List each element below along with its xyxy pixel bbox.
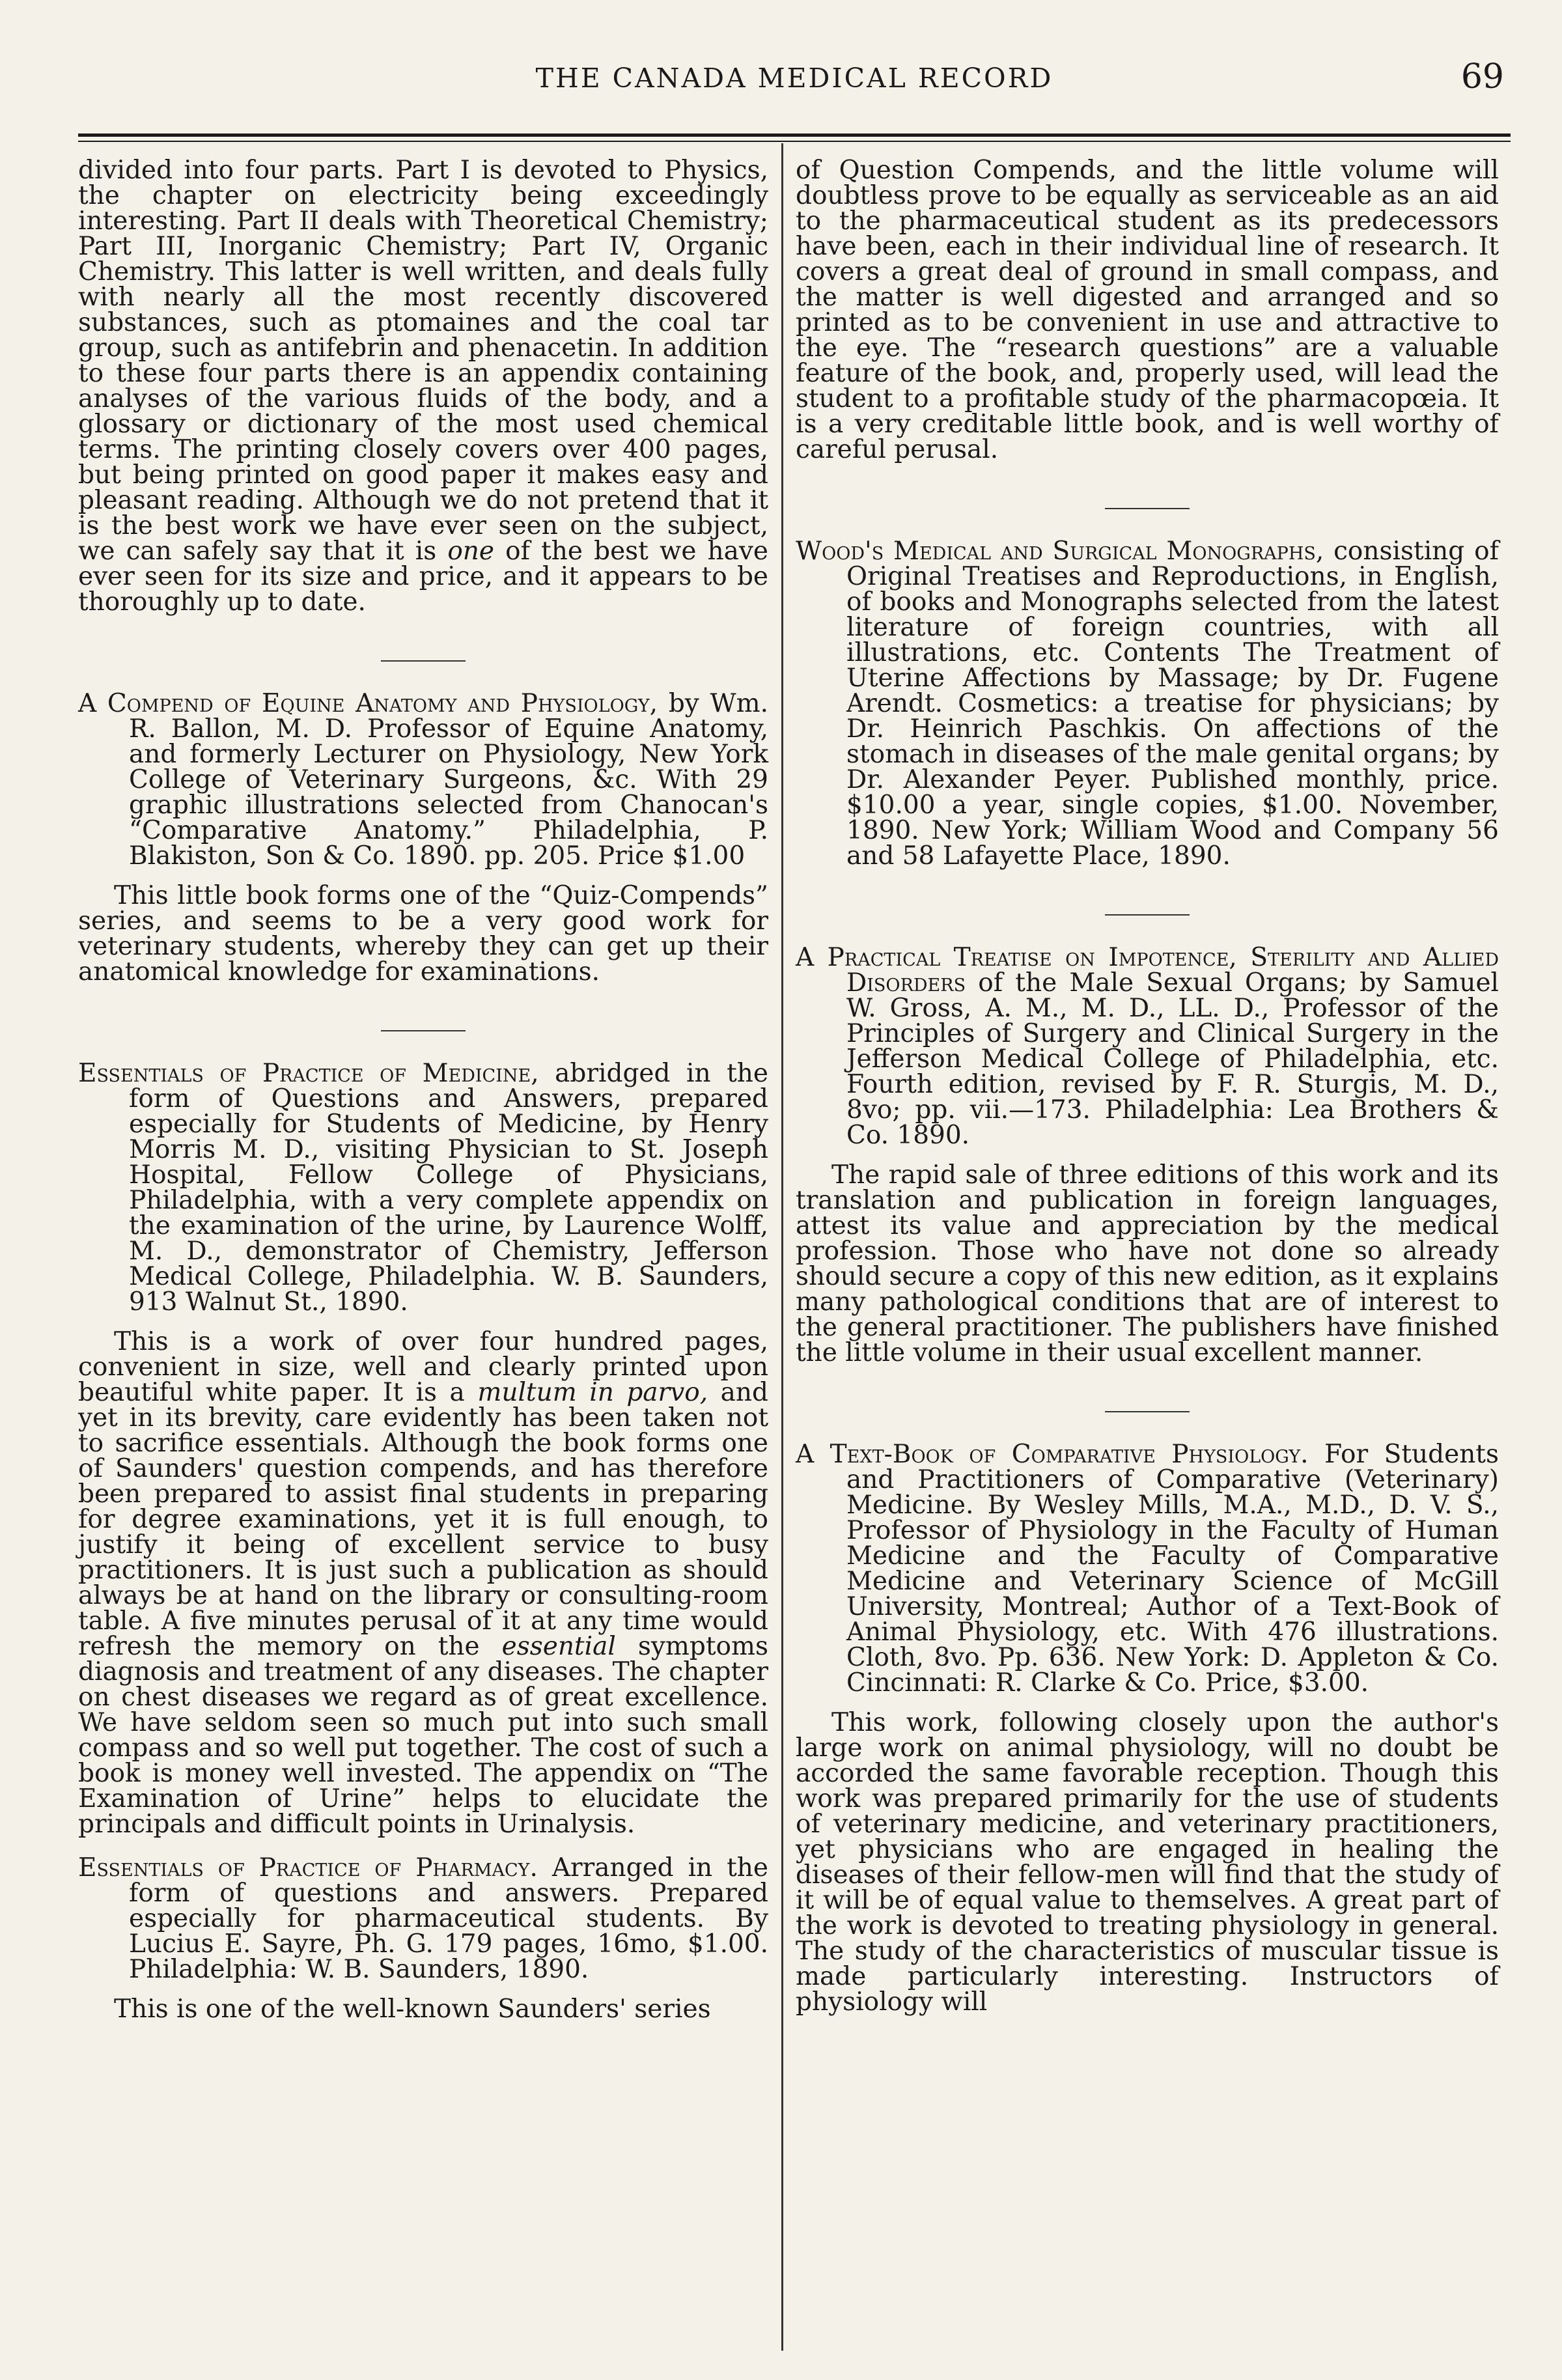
- review-paragraph: This work, following closely upon the author's large work on animal physiology, will no doubt be accorded the same favorable reception. Though this work was prepared primarily for the use of students of veterinary medicine, and veterinary practitioners, yet physicians who are engaged in healing the diseases of their fellow-men will find that the study of it will be of equal value to themselves. A great part of the work is devoted to treating physiology in general. The study of the characteristics of muscular tissue is made particularly interesting. Instructors of physiology will: [796, 1708, 1499, 2017]
- book-entry-impotence-treatise: A Practical Treatise on Impotence, Sterility and Allied Disorders of the Male Sexual Organs; by Samuel W. Gross, A. M., M. D., LL. D., Professor of the Principles of Surgery and Clinical Surgery in the Jefferson Medical College of Philadelphia, etc. Fourth edition, revised by F. R. Sturgis, M. D., 8vo; pp. vii.—173. Philadelphia: Lea Brothers & Co. 1890.: [796, 943, 1499, 1150]
- review-paragraph: The rapid sale of three editions of this work and its translation and publication in foreign languages, attest its value and appreciation by the medical profession. Those who have not done so already should secure a copy of this new edition, as it explains many pathological conditions that are of interest to the general practitioner. The publishers have finished the little volume in their usual excellent manner.: [796, 1160, 1499, 1367]
- book-entry-woods-monographs: Wood's Medical and Surgical Monographs, consisting of Original Treatises and Reproductions, in English, of books and Monographs selected from the latest literature of foreign countries, with all illustrations, etc. Contents The Treatment of Uterine Affections by Massage; by Dr. Fugene Arendt. Cosmetics: a treatise for physicians; by Dr. Heinrich Paschkis. On affections of the stomach in diseases of the male genital organs; by Dr. Alexander Peyer. Published monthly, price. $10.00 a year, single copies, $1.00. November, 1890. New York; William Wood and Company 56 and 58 Lafayette Place, 1890.: [796, 537, 1499, 871]
- book-title: Essentials of Practice of Pharmacy.: [78, 1853, 538, 1883]
- review-paragraph: of Question Compends, and the little volume will doubtless prove to be equally as serviceable as an aid to the pharmaceutical student as its predecessors have been, each in their individual line of research. It covers a great deal of ground in small compass, and the matter is well digested and arranged and so printed as to be convenient in use and attractive to the eye. The “research questions” are a valuable feature of the book, and, properly used, will lead the student to a profitable study of the pharmacopœia. It is a very creditable little book, and is well worthy of careful perusal.: [796, 156, 1499, 464]
- emphasis: one: [447, 537, 495, 566]
- review-paragraph: This is one of the well-known Saunders' series: [114, 1995, 711, 2024]
- section-divider: [381, 660, 466, 662]
- page-number: 69: [1460, 57, 1504, 96]
- section-divider: [1105, 914, 1190, 916]
- review-paragraph: divided into four parts. Part I is devoted to Physics, the chapter on electricity being exceedingly interesting. Part II deals with Theoretical Chemistry; Part III, Inorganic Chemistry; Part IV, Organic Chemistry. This latter is well written, and deals fully with nearly all the most recently discovered substances, such as ptomaines and the coal tar group, such as antifebrin and phenacetin. In addition to these four parts there is an appendix containing analyses of the various fluids of the body, and a glossary or dictionary of the most used chemical terms. The printing closely covers over 400 pages, but being printed on good paper it makes easy and pleasant reading. Although we do not pretend that it is the best work we have ever seen on the subject, we can safely say that it is one of the best we have ever seen for its size and price, and it appears to be thoroughly up to date.: [78, 156, 768, 617]
- section-divider: [1105, 1411, 1190, 1412]
- emphasis: essential: [501, 1632, 616, 1661]
- left-column: [78, 158, 768, 2040]
- header-rule-thick: [78, 133, 1511, 137]
- page-header: [78, 57, 1511, 102]
- book-title: Essentials of Practice of Medicine,: [78, 1059, 539, 1088]
- right-column: [796, 158, 1499, 2033]
- book-entry-practice-medicine: Essentials of Practice of Medicine, abridged in the form of Questions and Answers, prepared especially for Students of Medicine, by Henry Morris M. D., visiting Physician to St. Joseph Hospital, Fellow College of Physicians, Philadelphia, with a very complete appendix on the examination of the urine, by Laurence Wolff, M. D., demonstrator of Chemistry, Jefferson Medical College, Philadelphia. W. B. Saunders, 913 Walnut St., 1890.: [78, 1059, 768, 1317]
- book-entry-pharmacy: Essentials of Practice of Pharmacy. Arranged in the form of questions and answers. Prepared especially for pharmaceutical students. By Lucius E. Sayre, Ph. G. 179 pages, 16mo, $1.00. Philadelphia: W. B. Saunders, 1890.: [78, 1853, 768, 1984]
- section-divider: [1105, 508, 1190, 509]
- column-divider: [781, 143, 783, 2351]
- header-rule-thin: [78, 141, 1511, 142]
- emphasis: multum in parvo,: [477, 1378, 708, 1407]
- book-title: A Practical Treatise on Impotence, Sterility and Allied Disorders: [796, 943, 1499, 998]
- book-entry-comparative-physiology: A Text-Book of Comparative Physiology. For Students and Practitioners of Comparative (Veterinary) Medicine. By Wesley Mills, M.A., M.D., D. V. S., Professor of Physiology in the Faculty of Human Medicine and the Faculty of Comparative Medicine and Veterinary Science of McGill University, Montreal; Author of a Text-Book of Animal Physiology, etc. With 476 illustrations. Cloth, 8vo. Pp. 636. New York: D. Appleton & Co. Cincinnati: R. Clarke & Co. Price, $3.00.: [796, 1440, 1499, 1698]
- book-title: Wood's Medical and Surgical Monographs,: [796, 537, 1324, 566]
- book-entry-equine-anatomy: A Compend of Equine Anatomy and Physiology, by Wm. R. Ballon, M. D. Professor of Equine Anatomy, and formerly Lecturer on Physiology, New York College of Veterinary Surgeons, &c. With 29 graphic illustrations selected from Chanocan's “Comparative Anatomy.” Philadelphia, P. Blakiston, Son & Co. 1890. pp. 205. Price $1.00: [78, 689, 769, 871]
- book-title: A Text-Book of Comparative Physiology.: [796, 1440, 1309, 1469]
- book-title: A Compend of Equine Anatomy and Physiology,: [78, 689, 658, 718]
- review-paragraph: This is a work of over four hundred pages, convenient in size, well and clearly printed upon beautiful white paper. It is a multum in parvo, and yet in its brevity, care evidently has been taken not to sacrifice essentials. Although the book forms one of Saunders' question compends, and has therefore been prepared to assist final students in preparing for degree examinations, yet it is full enough, to justify it being of excellent service to busy practitioners. It is just such a publication as should always be at hand on the library or consulting-room table. A five minutes perusal of it at any time would refresh the memory on the essential symptoms diagnosis and treatment of any diseases. The chapter on chest diseases we regard as of great excellence. We have seldom seen so much put into such small compass and so well put together. The cost of such a book is money well invested. The appendix on “The Examination of Urine” helps to elucidate the principals and difficult points in Urinalysis.: [78, 1327, 768, 1839]
- running-title: THE CANADA MEDICAL RECORD: [535, 63, 1053, 94]
- section-divider: [381, 1030, 466, 1031]
- review-paragraph: This little book forms one of the “Quiz-Compends” series, and seems to be a very good work for veterinary students, whereby they can get up their anatomical knowledge for examinations.: [78, 881, 768, 987]
